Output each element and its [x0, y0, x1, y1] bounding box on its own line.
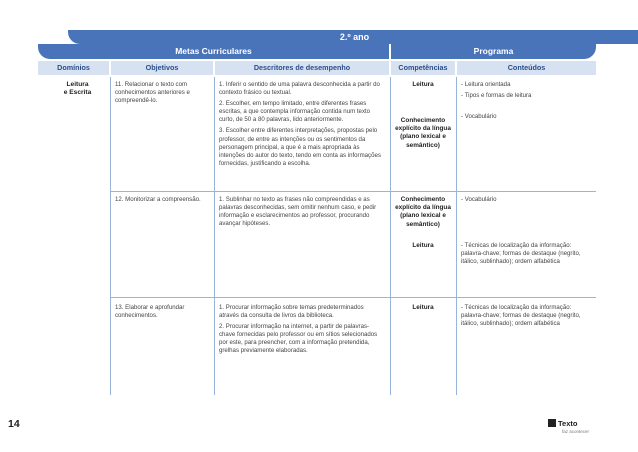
col-header-competencias: Competências	[391, 61, 455, 75]
row-divider	[111, 297, 596, 298]
logo-mark-icon	[548, 419, 556, 427]
grid-line	[390, 77, 391, 395]
conteudo-item: - Técnicas de localização da informação: palavra-chave; formas de destaque (negrito, itálico, sublinhado); ordem alfabética	[461, 304, 581, 328]
conteudo-item: - Vocabulário	[461, 196, 497, 203]
domain-cell: Leitura e Escrita	[63, 81, 92, 97]
conteudo-item: - Vocabulário	[461, 113, 497, 120]
grid-line	[110, 77, 111, 395]
row-divider	[111, 191, 596, 192]
competencia-leitura: Leitura	[412, 81, 434, 88]
publisher-tagline: faz acontecer	[562, 429, 590, 434]
competencia-conhecimento: Conhecimento explícito da língua (plano lexical e semântico)	[395, 117, 451, 149]
grid-line	[456, 77, 457, 395]
col-header-objetivos: Objetivos	[111, 61, 213, 75]
year-banner: 2.º ano	[68, 30, 638, 44]
descritores-cell: 1. Inferir o sentido de uma palavra desconhecida a partir do contexto frásico ou textual. 2. Escolher, em tempo limitado, entre diferentes frases escritas, a que contempla informação contida num texto curto, de 50 a 80 palavras, lido anteriormente. 3. Escolher entre diferentes interpretações, propostas pelo professor, de entre as intenções ou os sentimentos da personagem principal, a que é a mais apropriada às intenções do autor do texto, tendo em conta as informações fornecidas, justificando a escolha.	[219, 81, 381, 167]
competencia-leitura: Leitura	[412, 242, 434, 249]
competencia-leitura: Leitura	[412, 304, 434, 311]
objetivo-cell: 13. Elaborar e aprofundar conhecimentos.	[115, 304, 185, 320]
page-number: 14	[8, 418, 20, 430]
objetivo-cell: 12. Monitorizar a compreensão.	[115, 196, 201, 203]
col-header-dominios: Domínios	[38, 61, 109, 75]
col-header-descritores: Descritores de desempenho	[215, 61, 389, 75]
programa-header: Programa	[391, 44, 596, 59]
conteudo-item: - Leitura orientada	[461, 81, 511, 88]
conteudo-item: - Tipos e formas de leitura	[461, 92, 532, 99]
descritores-cell: 1. Procurar informação sobre temas predeterminados através da consulta de livros da biblioteca. 2. Procurar informação na internet, a partir de palavras-chave fornecidas pelo professor ou em sítios selecionados por este, para preencher, com a informação pretendida, grelhas previamente elaboradas.	[219, 304, 378, 355]
publisher-logo: Texto	[548, 419, 577, 428]
grid-line	[214, 77, 215, 395]
descritores-cell: 1. Sublinhar no texto as frases não compreendidas e as palavras desconhecidas, sem omitir nenhum caso, e pedir informação e esclarecimentos ao professor, procurando avançar hipóteses.	[219, 196, 377, 228]
competencia-conhecimento: Conhecimento explícito da língua (plano lexical e semântico)	[395, 196, 451, 228]
conteudo-item: - Técnicas de localização da informação: palavra-chave; formas de destaque (negrito, itálico, sublinhado); ordem alfabética	[461, 242, 581, 266]
objetivo-cell: 11. Relacionar o texto com conhecimentos anteriores e compreendê-lo.	[115, 81, 190, 105]
col-header-conteudos: Conteúdos	[457, 61, 596, 75]
metas-curriculares-header: Metas Curriculares	[38, 44, 389, 59]
